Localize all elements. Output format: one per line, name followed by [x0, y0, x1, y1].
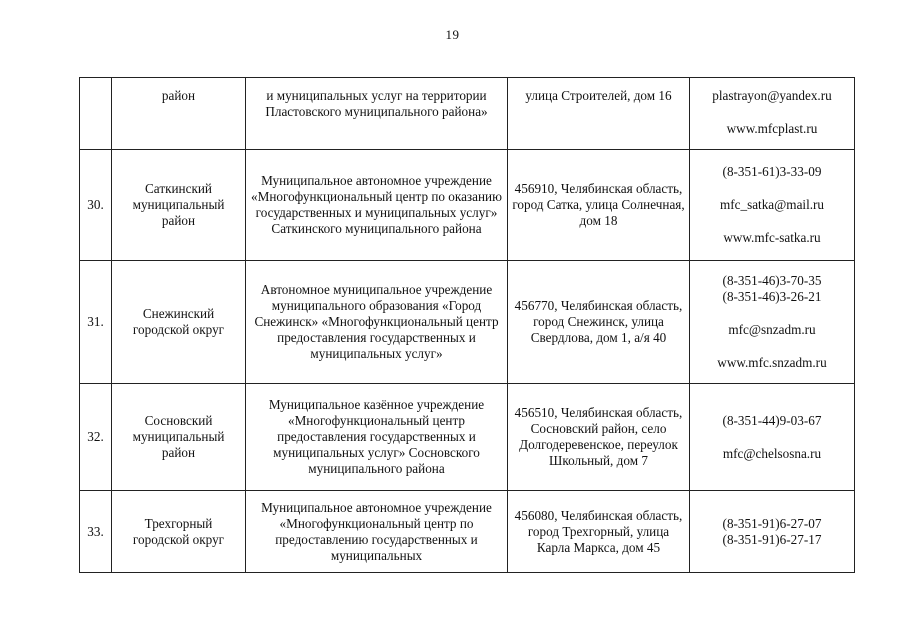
- contacts-cell: [690, 491, 855, 573]
- organization-cell: Муниципальное автономное учреждение «Многофункциональный центр по предоставлению государственных и муниципальных: [246, 491, 508, 573]
- address-cell: 456770, Челябинская область, город Снежинск, улица Свердлова, дом 1, а/я 40: [508, 261, 690, 384]
- row-number: 30.: [80, 150, 112, 261]
- organization-cell: и муниципальных услуг на территории Пластовского муниципального района»: [246, 78, 508, 150]
- phone-text: (8-351-91)6-27-07: [722, 515, 822, 531]
- table-row: [80, 78, 855, 150]
- address-cell: 456910, Челябинская область, город Сатка, улица Солнечная, дом 18: [508, 150, 690, 261]
- address-cell: улица Строителей, дом 16: [508, 78, 690, 150]
- email-link[interactable]: mfc_satka@mail.ru: [719, 197, 825, 212]
- district-cell: Сосновский муниципальный район: [112, 384, 246, 491]
- contacts-cell: [690, 78, 855, 150]
- row-number: 33.: [80, 491, 112, 573]
- contacts-cell: [690, 261, 855, 384]
- district-cell: Саткинский муниципальный район: [112, 150, 246, 261]
- phone-text: (8-351-61)3-33-09: [722, 164, 822, 179]
- district-cell: Трехгорный городской округ: [112, 491, 246, 573]
- phone-text: (8-351-46)3-26-21: [722, 289, 822, 304]
- website-link[interactable]: www.mfcplast.ru: [726, 121, 818, 136]
- district-cell: Снежинский городской округ: [112, 261, 246, 384]
- table-row: [80, 491, 855, 573]
- address-cell: 456080, Челябинская область, город Трехгорный, улица Карла Маркса, дом 45: [508, 491, 690, 573]
- district-cell: район: [112, 78, 246, 150]
- row-number: 32.: [80, 384, 112, 491]
- website-link[interactable]: www.mfc-satka.ru: [723, 230, 821, 245]
- email-link[interactable]: mfc@snzadm.ru: [728, 322, 816, 337]
- contacts-cell: [690, 150, 855, 261]
- email-link[interactable]: mfc@chelsosna.ru: [722, 445, 822, 461]
- organization-cell: Муниципальное казённое учреждение «Многофункциональный центр предоставления государственных и муниципальных услуг» Сосновского муниципального района: [246, 384, 508, 491]
- table-row: [80, 261, 855, 384]
- phone-text: (8-351-44)9-03-67: [722, 412, 822, 428]
- row-number: 31.: [80, 261, 112, 384]
- mfc-registry-table: [79, 77, 855, 573]
- organization-cell: Муниципальное автономное учреждение «Многофункциональный центр по оказанию государственных и муниципальных услуг» Саткинского муниципального района: [246, 150, 508, 261]
- address-cell: 456510, Челябинская область, Сосновский район, село Долгодеревенское, переулок Школьный, дом 7: [508, 384, 690, 491]
- row-number: [80, 78, 112, 150]
- website-link[interactable]: www.mfc.snzadm.ru: [717, 355, 827, 370]
- phone-text: (8-351-91)6-27-17: [722, 531, 822, 547]
- email-link[interactable]: plastrayon@yandex.ru: [712, 88, 832, 103]
- phone-text: (8-351-46)3-70-35: [722, 273, 822, 288]
- organization-cell: Автономное муниципальное учреждение муниципального образования «Город Снежинск» «Многофункциональный центр предоставления государственных и муниципальных услуг»: [246, 261, 508, 384]
- table-row: [80, 384, 855, 491]
- contacts-cell: [690, 384, 855, 491]
- page-number: 19: [445, 27, 460, 42]
- table-row: [80, 150, 855, 261]
